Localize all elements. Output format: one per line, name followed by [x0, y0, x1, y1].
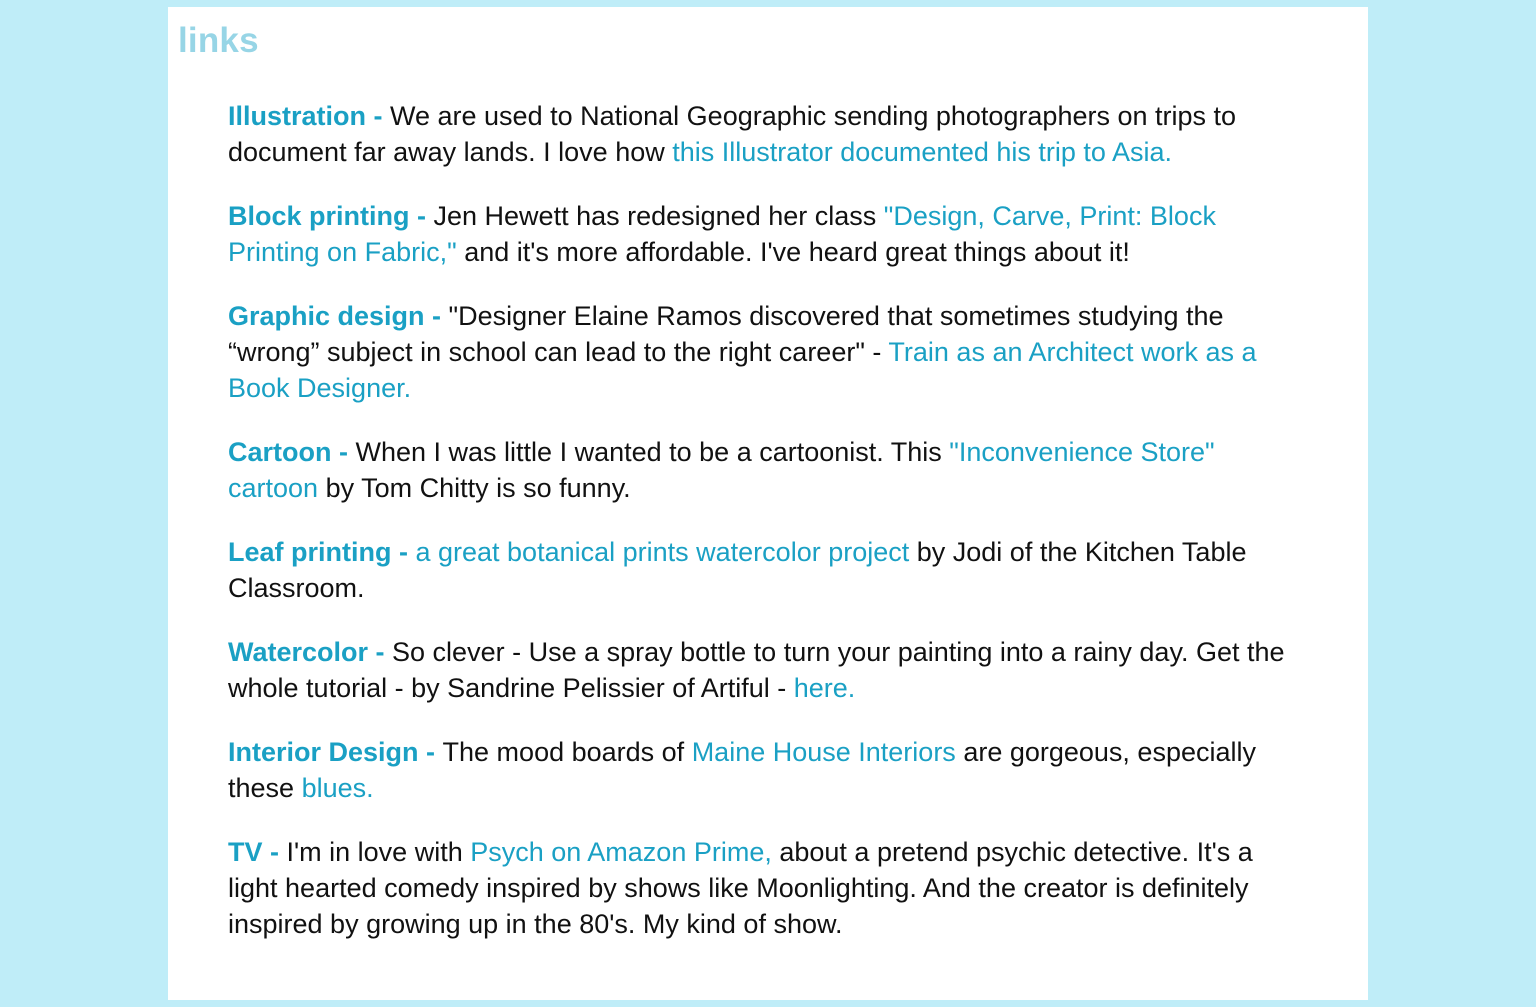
page-title: links — [178, 21, 259, 60]
content-card — [168, 7, 1368, 1000]
category-label: Illustration - — [228, 101, 390, 131]
entry-watercolor — [228, 634, 1308, 706]
block-printing-class-link[interactable]: "Design, Carve, Print: Block Printing on Fabric," — [228, 201, 1216, 267]
maine-house-interiors-link[interactable]: Maine House Interiors — [691, 737, 956, 767]
book-designer-link[interactable]: Train as an Architect work as a Book Designer. — [228, 337, 1257, 403]
entry-graphic-design — [228, 298, 1308, 406]
watercolor-tutorial-link[interactable]: here. — [793, 673, 856, 703]
entry-block-printing — [228, 198, 1308, 270]
botanical-prints-link[interactable]: a great botanical prints watercolor project — [415, 537, 910, 567]
entry-text: about a pretend psychic detective. It's a light hearted comedy inspired by shows like Moonlighting. And the creator is definitely inspired by growing up in the 80's. My kind of show. — [228, 837, 1253, 939]
category-label: Block printing - — [228, 201, 434, 231]
entry-text: "Designer Elaine Ramos discovered that sometimes studying the “wrong” subject in school can lead to the right career" - — [228, 301, 1224, 367]
category-label: Watercolor - — [228, 637, 393, 667]
entry-text: Jen Hewett has redesigned her class — [433, 201, 884, 231]
entry-text: and it's more affordable. I've heard great things about it! — [456, 237, 1130, 267]
entry-text: by Tom Chitty is so funny. — [318, 473, 631, 503]
entry-interior-design — [228, 734, 1308, 806]
blues-link[interactable]: blues. — [301, 773, 374, 803]
entry-text: I'm in love with — [286, 837, 471, 867]
inconvenience-store-link[interactable]: "Inconvenience Store" cartoon — [228, 437, 1215, 503]
entry-illustration — [228, 98, 1308, 170]
entry-text: by Jodi of the Kitchen Table Classroom. — [228, 537, 1247, 603]
category-label: Leaf printing - — [228, 537, 416, 567]
category-label: Cartoon - — [228, 437, 356, 467]
illustrator-asia-link[interactable]: this Illustrator documented his trip to Asia. — [672, 137, 1172, 167]
entry-leaf-printing — [228, 534, 1308, 606]
category-label: Interior Design - — [228, 737, 443, 767]
category-label: TV - — [228, 837, 287, 867]
entry-text: When I was little I wanted to be a cartoonist. This — [355, 437, 950, 467]
entry-cartoon — [228, 434, 1308, 506]
entry-text: are gorgeous, especially these — [228, 737, 1256, 803]
category-label: Graphic design - — [228, 301, 449, 331]
entry-tv — [228, 834, 1308, 942]
psych-amazon-link[interactable]: Psych on Amazon Prime, — [470, 837, 772, 867]
entry-text: We are used to National Geographic sending photographers on trips to document far away lands. I love how — [228, 101, 1237, 167]
entry-text: The mood boards of — [442, 737, 692, 767]
links-list — [228, 98, 1308, 942]
entry-text: So clever - Use a spray bottle to turn your painting into a rainy day. Get the whole tutorial - by Sandrine Pelissier of Artiful - — [228, 637, 1285, 703]
